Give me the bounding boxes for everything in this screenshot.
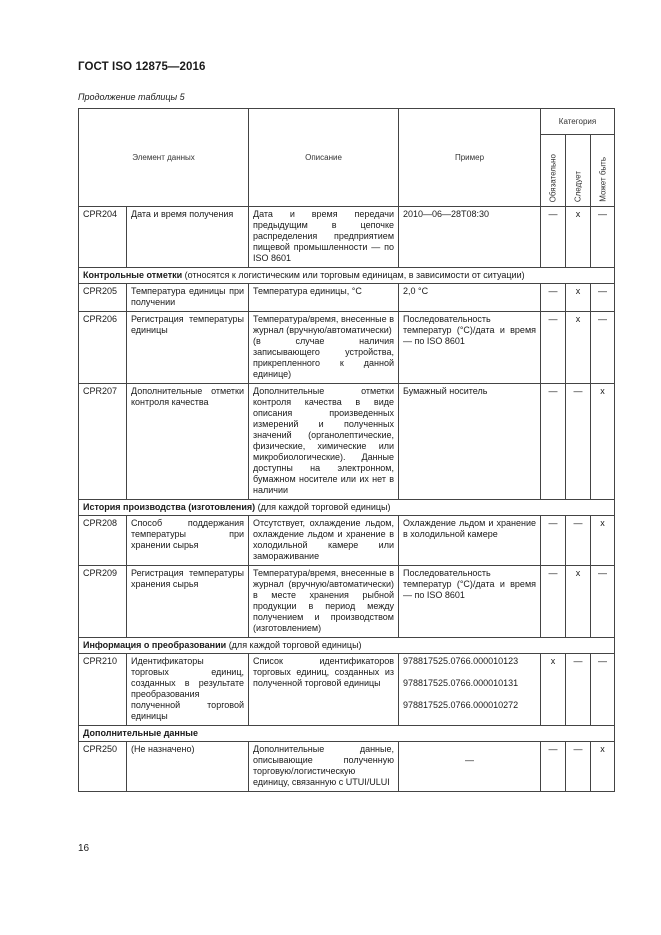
- row-should: x: [566, 284, 591, 312]
- header-element: Элемент данных: [79, 109, 249, 207]
- section-control: [79, 268, 615, 284]
- row-mandatory: x: [541, 654, 566, 726]
- table-caption: Продолжение таблицы 5: [78, 92, 185, 102]
- row-mandatory: —: [541, 312, 566, 384]
- row-example: Последовательность температур (°С)/дата и время — по ISO 8601: [399, 312, 541, 384]
- row-should: x: [566, 566, 591, 638]
- row-should: x: [566, 207, 591, 268]
- row-mandatory: —: [541, 207, 566, 268]
- row-description: Дополнительные данные, описывающие полученную торговую/логистическую единицу, связанную с UTUI/ULUI: [249, 742, 399, 792]
- row-code: CPR208: [79, 516, 127, 566]
- row-code: CPR205: [79, 284, 127, 312]
- header-may: Может быть: [591, 135, 615, 207]
- row-description: Дополнительные отметки контроля качества в виде описания произведенных измерений и полученных значений (органолептические, физические, химические или микробиологические). Данные доступны на электронном, бумажном носителе или их нет в наличии: [249, 384, 399, 500]
- row-element: (Не назначено): [127, 742, 249, 792]
- row-description: Температура единицы, °С: [249, 284, 399, 312]
- section-transformation: [79, 638, 615, 654]
- row-example: [399, 742, 541, 792]
- section-title: Информация о преобразовании: [83, 640, 227, 650]
- section-row-additional: [79, 726, 615, 742]
- document-title: ГОСТ ISO 12875—2016: [78, 61, 206, 73]
- row-example: 2010—06—28T08:30: [399, 207, 541, 268]
- header-should: Следует: [566, 135, 591, 207]
- table-row: [79, 566, 615, 638]
- row-may: x: [591, 742, 615, 792]
- data-elements-table: [78, 108, 615, 792]
- example-id: 978817525.0766.000010131: [403, 678, 519, 688]
- row-code: CPR209: [79, 566, 127, 638]
- description-part: Температура/время, внесенные в журнал (вручную/автоматически): [253, 314, 394, 335]
- row-example: Охлаждение льдом и хранение в холодильной камере: [399, 516, 541, 566]
- example-dash: —: [465, 755, 474, 765]
- row-may: x: [591, 516, 615, 566]
- row-code: CPR204: [79, 207, 127, 268]
- section-title: Контрольные отметки: [83, 270, 183, 280]
- row-element: Дополнительные отметки контроля качества: [127, 384, 249, 500]
- table-row: [79, 742, 615, 792]
- example-id: 978817525.0766.000010272: [403, 700, 519, 710]
- row-description: [249, 312, 399, 384]
- table-row: [79, 654, 615, 726]
- table-row: [79, 312, 615, 384]
- row-example: [399, 654, 541, 726]
- row-mandatory: —: [541, 284, 566, 312]
- row-example: Последовательность температур (°С)/дата и время — по ISO 8601: [399, 566, 541, 638]
- header-category: Категория: [541, 109, 615, 135]
- description-part: (в случае наличия записывающего устройства, прикрепленного к данной единице): [253, 336, 394, 379]
- section-note: (для каждой торговой единицы): [255, 502, 391, 512]
- section-additional: [79, 726, 615, 742]
- row-description: Список идентификаторов торговых единиц, созданных из полученной торговой единицы: [249, 654, 399, 726]
- table-row: [79, 207, 615, 268]
- section-row-production: [79, 500, 615, 516]
- header-description: Описание: [249, 109, 399, 207]
- row-code: CPR250: [79, 742, 127, 792]
- row-code: CPR207: [79, 384, 127, 500]
- header-mandatory: Обязательно: [541, 135, 566, 207]
- table-row: [79, 284, 615, 312]
- row-description: Отсутствует, охлаждение льдом, охлаждение льдом и хранение в холодильной камере или замораживание: [249, 516, 399, 566]
- section-title: История производства (изготовления): [83, 502, 256, 512]
- row-should: —: [566, 742, 591, 792]
- header-row: [79, 109, 615, 135]
- row-may: —: [591, 284, 615, 312]
- row-description: Дата и время передачи предыдущим в цепочке распределения предприятием пищевой промышленности — по ISO 8601: [249, 207, 399, 268]
- table-row: [79, 516, 615, 566]
- row-element: Идентификаторы торговых единиц, созданных в результате преобразования полученной торговой единицы: [127, 654, 249, 726]
- row-mandatory: —: [541, 742, 566, 792]
- row-element: Температура единицы при получении: [127, 284, 249, 312]
- row-mandatory: —: [541, 516, 566, 566]
- row-code: CPR206: [79, 312, 127, 384]
- section-note: (относятся к логистическим или торговым единицам, в зависимости от ситуации): [182, 270, 525, 280]
- row-may: —: [591, 654, 615, 726]
- row-element: Способ поддержания температуры при хранении сырья: [127, 516, 249, 566]
- row-may: —: [591, 312, 615, 384]
- row-may: —: [591, 566, 615, 638]
- row-may: —: [591, 207, 615, 268]
- section-row-control: [79, 268, 615, 284]
- row-element: Регистрация температуры хранения сырья: [127, 566, 249, 638]
- row-mandatory: —: [541, 384, 566, 500]
- table-row: [79, 384, 615, 500]
- row-element: Дата и время получения: [127, 207, 249, 268]
- row-should: —: [566, 384, 591, 500]
- row-mandatory: —: [541, 566, 566, 638]
- row-should: —: [566, 654, 591, 726]
- row-example: 2,0 °С: [399, 284, 541, 312]
- header-example: Пример: [399, 109, 541, 207]
- row-element: Регистрация температуры единицы: [127, 312, 249, 384]
- row-should: x: [566, 312, 591, 384]
- section-note: (для каждой торговой единицы): [226, 640, 362, 650]
- section-row-transformation: [79, 638, 615, 654]
- row-code: CPR210: [79, 654, 127, 726]
- row-example: Бумажный носитель: [399, 384, 541, 500]
- row-description: Температура/время, внесенные в журнал (вручную/автоматически) в месте хранения рыбной продукции в период между получением и производством (изготовлением): [249, 566, 399, 638]
- section-production: [79, 500, 615, 516]
- page-number: 16: [78, 843, 90, 854]
- row-should: —: [566, 516, 591, 566]
- row-may: x: [591, 384, 615, 500]
- example-id: 978817525.0766.000010123: [403, 656, 519, 666]
- section-title: Дополнительные данные: [83, 728, 198, 738]
